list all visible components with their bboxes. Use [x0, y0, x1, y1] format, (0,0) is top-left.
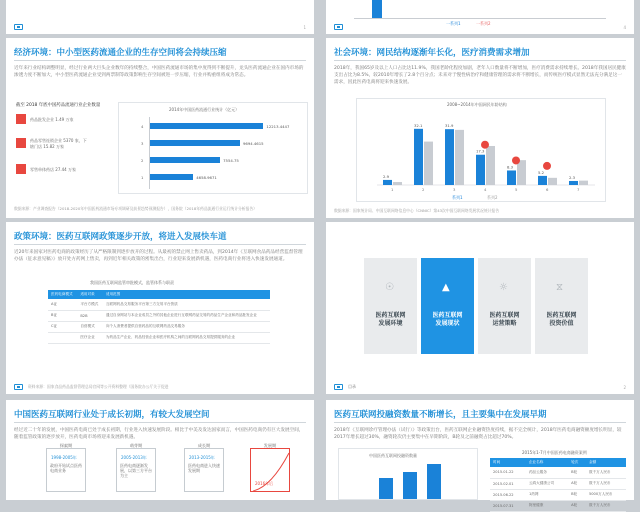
bar — [383, 180, 392, 185]
table-title: 2015年1-7月中国医药电商融资案例 — [522, 450, 587, 455]
stage-name: 发展期 — [263, 443, 277, 448]
chart-title: 2014年中国医药流通行业统计（亿元） — [169, 107, 240, 112]
table-cell: 2015.07.31 — [490, 500, 526, 511]
table-row — [48, 299, 270, 310]
legend-series-2: 一系列2 — [476, 21, 491, 26]
table-cell: 平台方模式 — [77, 299, 103, 310]
stage-name: 成长期 — [197, 443, 211, 448]
logo-icon — [334, 24, 343, 30]
chart-line-icon: ▲ — [442, 282, 450, 293]
x-tick-label: 6 — [546, 187, 549, 192]
shop-icon — [16, 164, 26, 174]
slide-top-right — [326, 0, 634, 34]
slide-paragraph: 2018年《互联网诊疗管理办法（试行）》等政策出台，医药互联网企业融资热度持续，据不完全统计，2018年医药电商融资额度增长明显，较2017年增长超过30%，融资轮次仍主要集中在早期阶段，B轮及之前融资占比超过70%。 — [334, 428, 622, 440]
bar-category-label: 3 — [141, 141, 144, 146]
x-tick-label: 7 — [577, 187, 580, 192]
table-cell: B轮 — [568, 467, 586, 478]
table-cell: 向个人消费者提供自营药品的互联网药品交易服务 — [103, 321, 270, 332]
highlight-marker-icon — [512, 156, 520, 164]
table-cell: 5000万人民币 — [586, 489, 626, 500]
slide-title: 经济环境：中小型医药流通企业的生存空间将会持续压缩 — [14, 48, 227, 58]
bar — [548, 178, 557, 185]
th-mode: 医药电商模式 — [48, 290, 77, 299]
bar — [486, 146, 495, 185]
bar — [150, 140, 240, 146]
th-target: 适用对象 — [77, 290, 103, 299]
bar-value-label: 4658.9671 — [196, 175, 217, 180]
chart-canvas — [357, 99, 607, 203]
table-row — [490, 467, 626, 478]
slide-economic — [6, 38, 314, 218]
stage-growth — [184, 443, 224, 492]
table-cell: A轮 — [568, 500, 586, 511]
title-divider — [334, 422, 626, 423]
table-cell: 2015.02.01 — [490, 478, 526, 489]
slide-footnote: 数据来源：产业调查报告（2018-2020年中国医药流通市场专项调研及前景趋势预测报告），国务院（2018年药品流通行业运行统计分析报告） — [14, 206, 257, 211]
slide-policy — [6, 222, 314, 394]
slide-title: 社会环境：网民结构逐渐年长化，医疗消费需求增加 — [334, 48, 530, 58]
th-company: 企业名称 — [526, 458, 568, 467]
table-cell: 药品云服务 — [526, 467, 568, 478]
x-tick-label: 2 — [422, 187, 425, 192]
bar — [414, 129, 423, 185]
bar-chart-social — [356, 98, 606, 202]
legend-series-1: 系列1 — [452, 195, 463, 200]
bar — [150, 174, 193, 180]
slide-top-left — [6, 0, 314, 34]
highlight-marker-icon — [481, 141, 489, 149]
table-row — [48, 310, 270, 321]
bar — [150, 157, 220, 163]
stage-desc: 政府开始试点医药电商业务 — [50, 463, 82, 473]
lightbulb-icon: ☼ — [499, 282, 508, 293]
slide-title: 中国医药互联网行业处于成长初期，有较大发展空间 — [14, 410, 210, 420]
table-cell: B证 — [48, 310, 77, 321]
slide-paragraph: 近20年来国家对医药电商的政策经历了从严格限制到逐步放开的过程。从最初的禁止网上售卖药品，到2014年《互联网食品药品经营监督管理办法（征求意见稿）》放开处方药网上售卖，再到近年相关政策的密集出台，行业迎来发展新机遇，医药电商行业将进入快速发展通道。 — [14, 250, 303, 262]
highlight-marker-icon — [543, 162, 551, 170]
bar-category-label: 4 — [141, 124, 144, 129]
tile-label: 医药互联网 发展环境 — [375, 312, 406, 327]
bar — [427, 464, 441, 499]
table-cell: 医疗企业 — [77, 332, 103, 343]
slide-investment — [326, 400, 634, 508]
stage-desc: 医药电商进入快速发展期 — [188, 463, 220, 473]
table-cell: 2015.01.22 — [490, 467, 526, 478]
table-cell: 2015.06.22 — [490, 489, 526, 500]
stage-explore — [46, 443, 86, 492]
bar — [476, 155, 485, 185]
bar — [579, 181, 588, 185]
store-icon — [16, 138, 26, 148]
slide-index — [326, 222, 634, 394]
th-date: 时间 — [490, 458, 526, 467]
table-row — [48, 321, 270, 332]
pill-icon — [16, 114, 26, 124]
table-cell: 数千万人民币 — [586, 478, 626, 489]
bar — [393, 182, 402, 185]
share-icon: ⧖ — [556, 282, 564, 293]
bar-value-label: 5.2 — [538, 169, 545, 175]
tile-label: 医药互联网 运营策略 — [489, 312, 520, 327]
table-row — [490, 500, 626, 511]
table-row — [490, 478, 626, 489]
table-title: 我国医药互联网监管审批模式，监管体系与职责 — [90, 280, 174, 285]
table-cell — [48, 332, 77, 343]
page-number: 1 — [303, 25, 306, 30]
title-divider — [14, 60, 306, 61]
table-row — [48, 332, 270, 343]
x-tick-label: 5 — [515, 187, 518, 192]
bar-category-label: 2 — [141, 158, 144, 163]
bar-value-label: 7554.75 — [223, 158, 239, 163]
bar-chart-econ — [118, 102, 308, 194]
th-scope: 适用范围 — [103, 290, 270, 299]
investment-table — [490, 458, 626, 512]
bar — [507, 170, 516, 185]
bar-value-label: 17.3 — [476, 148, 485, 154]
stage-years: 1998-2005年 — [51, 455, 77, 460]
x-tick-label: 1 — [391, 187, 394, 192]
chart-title: 2008~2014年中国网民年龄结构 — [447, 102, 507, 107]
toc-tile-strategy[interactable] — [478, 258, 531, 354]
axis-line — [354, 18, 606, 19]
table-cell: 互联网药品交易服务平台第三方交易平台资质 — [103, 299, 270, 310]
stat-chain: 药品零售连锁企业 5370 家，下辖门店 15.82 万家 — [30, 138, 87, 149]
bar-value-label: 2.9 — [383, 173, 390, 179]
slide-title: 政策环境：医药互联网政策逐步开放，将进入发展快车道 — [14, 232, 227, 242]
slide-paragraph: 近年来行业结构调整明显，经过行业两大巨头企业数年的持续整合，中国医药流通市场的集中度得到不断提升，龙头医药流通企业在国内市场的渗透力度不断加大，中小型医药流通企业受到两票制等政策影响生存空间被进一步压缩，行业并购重组将成为常态。 — [14, 66, 304, 78]
bar-value-label: 8.3 — [507, 164, 514, 170]
stage-years: 2016年后 — [255, 481, 274, 486]
bar — [569, 181, 578, 185]
title-divider — [334, 60, 626, 61]
slide-paragraph: 经过近二十年的发展，中国医药电商已处于成长初期，行业进入快速发展阶段。相比于中美及发达国家而言，中国医药电商仍有巨大发展空间，随着监管政策的逐步放开，医药电商市场将迎来发展新机遇。 — [14, 428, 304, 440]
logo-icon — [14, 384, 23, 390]
table-cell: 阿里健康 — [526, 500, 568, 511]
title-divider — [14, 244, 306, 245]
stage-desc: 医药电商逐渐发展，以第三方平台为主 — [120, 463, 152, 478]
table-cell: 数千万人民币 — [586, 467, 626, 478]
toc-tile-environment[interactable] — [364, 258, 417, 354]
table-cell: 数千万人民币 — [586, 500, 626, 511]
bar-value-label: 31.9 — [445, 123, 454, 129]
globe-icon: ☉ — [385, 282, 394, 293]
stage-years: 2013-2015年 — [189, 455, 215, 460]
bar — [445, 129, 454, 185]
th-amount: 金额 — [586, 458, 626, 467]
stat-batch: 药品批发企业 1.49 万家 — [30, 117, 74, 122]
logo-icon — [334, 384, 343, 390]
table-header-row — [490, 458, 626, 467]
chart-bar-fragment — [372, 0, 382, 18]
bar-category-label: 1 — [141, 175, 144, 180]
table-header-row — [48, 290, 270, 299]
stat-single: 零售单体药店 27.44 万家 — [30, 167, 76, 172]
slide-title: 医药互联网投融资数量不断增长，且主要集中在发展早期 — [334, 410, 547, 420]
bar-chart-invest — [338, 448, 478, 500]
th-round: 轮次 — [568, 458, 586, 467]
table-cell: 自营模式 — [77, 321, 103, 332]
tile-label: 医药互联网 投资价值 — [546, 312, 577, 327]
stage-name: 探索期 — [59, 443, 73, 448]
bar — [538, 176, 547, 185]
x-tick-label: 3 — [453, 187, 456, 192]
page-number: 4 — [623, 25, 626, 30]
legend-series-2: 系列2 — [487, 195, 498, 200]
policy-table — [48, 290, 270, 344]
slide-footnote: 数据来源：国家统计局、中国互联网络信息中心（CNNIC）第43次中国互联网络发展状况统计报告 — [334, 208, 500, 213]
table-cell: A证 — [48, 299, 77, 310]
table-row — [490, 489, 626, 500]
toc-tile-status[interactable] — [421, 258, 474, 354]
bar — [403, 472, 417, 499]
table-cell: 1药网 — [526, 489, 568, 500]
table-cell: A轮 — [568, 478, 586, 489]
bar — [379, 478, 393, 499]
table-cell: 为药品生产企业、药品经营企业和医疗机构之间的互联网药品交易提供服务的企业 — [103, 332, 270, 343]
legend-series-1: 一系列1 — [446, 21, 461, 26]
table-cell: 通过自身网站与本企业成员之外的其他企业进行互联网药品交易的药品生产企业和药品批发企业 — [103, 310, 270, 321]
stage-years: 2005-2013年 — [121, 455, 147, 460]
page-number: 2 — [623, 385, 626, 390]
bar — [517, 160, 526, 185]
table-cell: B2B — [77, 310, 103, 321]
bar — [150, 123, 263, 129]
table-cell: B轮 — [568, 489, 586, 500]
bar-value-label: 12213.4447 — [266, 124, 290, 129]
table-cell: 云鸿大健康公司 — [526, 478, 568, 489]
chart-caption: 截至 2018 年底中国药品流通行业企业数量 — [16, 103, 101, 108]
stage-develop — [250, 443, 290, 492]
index-header: 目录 — [348, 384, 356, 389]
chart-title: 中国医药互联网投融资数量 — [369, 453, 417, 458]
table-cell: C证 — [48, 321, 77, 332]
tile-label: 医药互联网 发展现状 — [432, 312, 463, 327]
x-tick-label: 4 — [484, 187, 487, 192]
bar — [455, 130, 464, 185]
logo-icon — [14, 24, 23, 30]
stage-sprout — [116, 443, 156, 492]
growth-curve — [251, 449, 291, 493]
stage-name: 萌芽期 — [129, 443, 143, 448]
toc-tile-investment[interactable] — [535, 258, 588, 354]
bar-value-label: 32.1 — [414, 122, 423, 128]
slide-social — [326, 38, 634, 218]
bar-value-label: 9694.4615 — [243, 141, 264, 146]
slide-footnote: 资料来源：国家食品药品监督管理总局官网等公开资料整理（国务院办公厅关于促进 — [28, 384, 169, 389]
slide-paragraph: 2018年，我国65岁及以上人口占比达11.9%，我国老龄化程度加剧，老年人口数量将不断增加，医疗消费需求持续增长。2018年我国居民健康支出占比为8.5%，较2010年增长了2.8个百分点；未来对于慢性病治疗和健康管理的需求将不断增长，而传统医疗模式显然无法充分满足这一需求，因此医药电商将迎来快速发展。 — [334, 66, 626, 85]
slide-growth — [6, 400, 314, 500]
title-divider — [14, 422, 306, 423]
bar-value-label: 2.3 — [569, 174, 576, 180]
bar — [424, 142, 433, 185]
